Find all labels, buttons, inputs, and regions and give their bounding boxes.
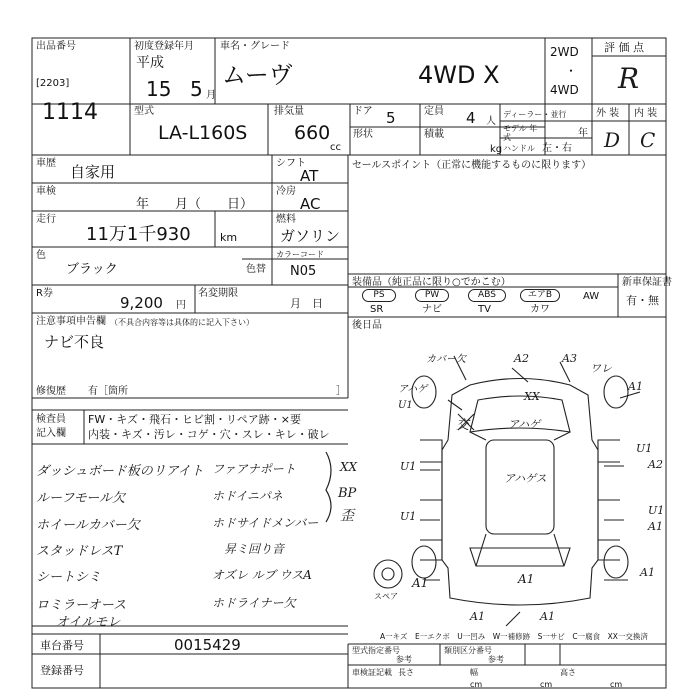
shape-label: 形状 [353, 129, 373, 140]
warranty-label: 新車保証書 [622, 277, 672, 288]
damage-label-7: U1 [398, 400, 413, 411]
length-label: 長さ [398, 668, 414, 677]
color-code-value: N05 [290, 264, 317, 279]
color-label: 色 [36, 250, 46, 261]
interior-label: 内 装 [634, 108, 658, 119]
handnote-left-2: ルーフモール欠 [36, 491, 126, 506]
kg-unit: kg [490, 144, 503, 155]
inspection-value: 年 月（ 日） [136, 197, 254, 212]
model-year-label: モデル 年式 [503, 124, 538, 142]
warranty-value: 有・無 [626, 294, 659, 307]
damage-label-8: XX [524, 390, 540, 403]
damage-label-17: U1 [400, 510, 417, 523]
damage-label-21: A1 [470, 610, 485, 623]
repair-close: ］ [336, 386, 346, 397]
equip-sr: SR [370, 304, 384, 315]
damage-label-14: A1 [648, 520, 663, 533]
equipment-label: 装備品（純正品に限り○でかこむ） [352, 277, 511, 288]
handnote-left-7: オイルモレ [56, 615, 121, 630]
damage-label-15: U1 [648, 504, 665, 517]
repair-label: 修復歴 [36, 386, 66, 397]
mileage-label: 走行 [36, 214, 56, 225]
equip-airbag: エアB [520, 289, 560, 302]
interior-grade: C [640, 128, 656, 152]
notes-label: 注意事項申告欄 [36, 316, 106, 327]
handnote-left-3: ホイールカバー欠 [36, 518, 140, 533]
equip-pw: PW [415, 289, 449, 302]
reg-month: 5 [190, 77, 203, 101]
inspector-label-2: 記入欄 [36, 428, 66, 439]
ac-label: 冷房 [276, 186, 296, 197]
damage-label-20: A1 [640, 566, 655, 579]
handnote-right-1: ファアナポート [212, 462, 296, 476]
year-unit: 年 [578, 128, 588, 139]
capacity-label: 定員 [424, 106, 444, 117]
drive-dot: ・ [565, 64, 578, 78]
score-value: R [618, 62, 640, 95]
damage-label-10: 交 [456, 418, 470, 433]
ac-value: AC [300, 195, 321, 213]
height-label: 高さ [560, 668, 576, 677]
score-label: 評 価 点 [604, 41, 644, 54]
doors-label: ドア [353, 106, 373, 117]
recycle-amount: 9,200 [120, 294, 163, 312]
doors-value: 5 [386, 109, 396, 127]
damage-legend: A一キズ E一エクボ U一凹み W一補修跡 S一サビ C一腐食 XX一交換済 [380, 632, 648, 641]
later-items-label: 後日品 [352, 320, 382, 331]
sales-points-label: セールスポイント（正常に機能するものに限ります） [352, 160, 592, 171]
equip-navi: ナビ [422, 304, 442, 315]
drive-2wd: 2WD [550, 45, 579, 59]
spare-label: スペア [374, 592, 398, 601]
handnote-right-5: オズレ ルブ ウスA [212, 568, 312, 582]
model-code: LA-L160S [158, 122, 248, 144]
dealer-label: ディーラー・並行 [503, 110, 567, 119]
repair-value: 有［箇所 [88, 386, 128, 397]
equip-leather: カワ [530, 304, 550, 315]
color-change-label: 色替 [246, 264, 266, 275]
recycle-label: R券 [36, 288, 53, 299]
damage-label-4: ワレ [590, 362, 612, 375]
car-name: ムーヴ [222, 61, 293, 89]
cc-unit: cc [330, 142, 341, 153]
handnote-right-3: ホドサイドメンバー [212, 516, 319, 530]
handle-value: 左・右 [542, 143, 572, 154]
equip-aw: AW [583, 291, 600, 302]
shift-label: シフト [276, 158, 306, 169]
equip-abs: ABS [468, 289, 506, 302]
dims-label: 車検証記載 [352, 668, 392, 677]
displacement-value: 660 [294, 122, 331, 144]
km-unit: km [220, 231, 238, 244]
inspection-label: 車検 [36, 186, 56, 197]
reg-year: 15 [146, 77, 172, 101]
damage-label-18: A1 [412, 576, 429, 590]
lot-no-label: 出品番号 [36, 41, 76, 52]
damage-label-22: A1 [540, 610, 555, 623]
yen-unit: 円 [176, 300, 186, 311]
displacement-label: 排気量 [274, 106, 304, 117]
handle-label: ハンドル [503, 144, 535, 153]
class-label: 類別区分番号 [444, 646, 492, 655]
damage-label-13: A2 [648, 458, 663, 471]
handnote-mark-bp: BP [338, 486, 357, 501]
drive-4wd: 4WD [550, 83, 579, 97]
inspector-line-1: FW・キズ・飛石・ヒビ割・リペア跡・×要 [88, 413, 301, 426]
cm-unit-3: cm [610, 680, 623, 689]
notes-content: ナビ不良 [44, 333, 105, 351]
type-cert-label: 型式指定番号 [352, 646, 400, 655]
lot-number: 1114 [42, 100, 98, 125]
era: 平成 [136, 55, 164, 71]
damage-label-12: U1 [400, 460, 417, 473]
damage-label-5: A1 [628, 380, 643, 393]
width-label: 幅 [470, 668, 478, 677]
month-unit: 月 [206, 90, 216, 101]
first-reg-label: 初度登録年月 [134, 41, 194, 52]
handnote-left-4: スタッドレスT [36, 544, 123, 559]
type-cert-value: 参考 [396, 655, 412, 664]
fuel-label: 燃料 [276, 214, 296, 225]
damage-label-6: アハゲ [398, 384, 428, 395]
equip-ps: PS [362, 289, 396, 302]
cm-unit-2: cm [540, 680, 553, 689]
handnote-right-4: 昇ミ回り音 [224, 542, 285, 556]
inspector-label-1: 検査員 [36, 414, 66, 425]
equip-tv: TV [478, 304, 491, 315]
chassis-number: 0015429 [174, 636, 241, 654]
handnote-mark-xx: XX [340, 460, 358, 474]
handnote-right-6: ホドライナー欠 [212, 596, 296, 610]
load-label: 積載 [424, 129, 444, 140]
notes-sub-label: （不具合内容等は具体的に記入下さい） [110, 318, 254, 327]
reg-no-label: 登録番号 [40, 664, 84, 677]
damage-label-2: A2 [514, 352, 529, 365]
color-value: ブラック [66, 262, 118, 277]
model-label: 型式 [134, 106, 154, 117]
damage-label-11: U1 [636, 442, 653, 455]
usage-label: 車歴 [36, 158, 56, 169]
inspector-line-2: 内装・キズ・汚レ・コゲ・穴・スレ・キレ・破レ [88, 428, 330, 441]
handnote-left-5: シートシミ [36, 570, 102, 585]
class-value: 参考 [488, 655, 504, 664]
damage-label-9: アハゲ [508, 418, 541, 431]
mileage-value: 11万1千930 [86, 224, 191, 245]
capacity-value: 4 [466, 109, 476, 127]
handnote-mark-distort: 歪 [340, 508, 354, 524]
shift-value: AT [300, 167, 319, 185]
cm-unit-1: cm [470, 680, 483, 689]
lot-prefix: [2203] [36, 78, 70, 89]
damage-label-16: アハゲス [504, 472, 547, 485]
car-name-label: 車名・グレード [220, 41, 290, 52]
exterior-label: 外 装 [596, 108, 620, 119]
exterior-grade: D [604, 128, 621, 152]
color-code-label: カラーコード [276, 250, 324, 259]
damage-label-1: カバー欠 [426, 354, 466, 365]
grade: 4WD X [418, 61, 500, 89]
fuel-value: ガソリン [280, 227, 341, 245]
handnote-right-2: ホドイニパネ [212, 489, 283, 503]
deadline-value: 月 日 [290, 297, 323, 310]
damage-label-19: A1 [518, 572, 535, 586]
person-unit: 人 [486, 116, 496, 127]
deadline-label: 名変期限 [198, 288, 238, 299]
damage-label-3: A3 [562, 352, 577, 365]
handnote-left-6: ロミラーオース [36, 598, 127, 613]
usage-value: 自家用 [70, 163, 116, 181]
chassis-label: 車台番号 [40, 639, 84, 652]
handnote-left-1: ダッシュボード板のリアイト [36, 464, 204, 479]
